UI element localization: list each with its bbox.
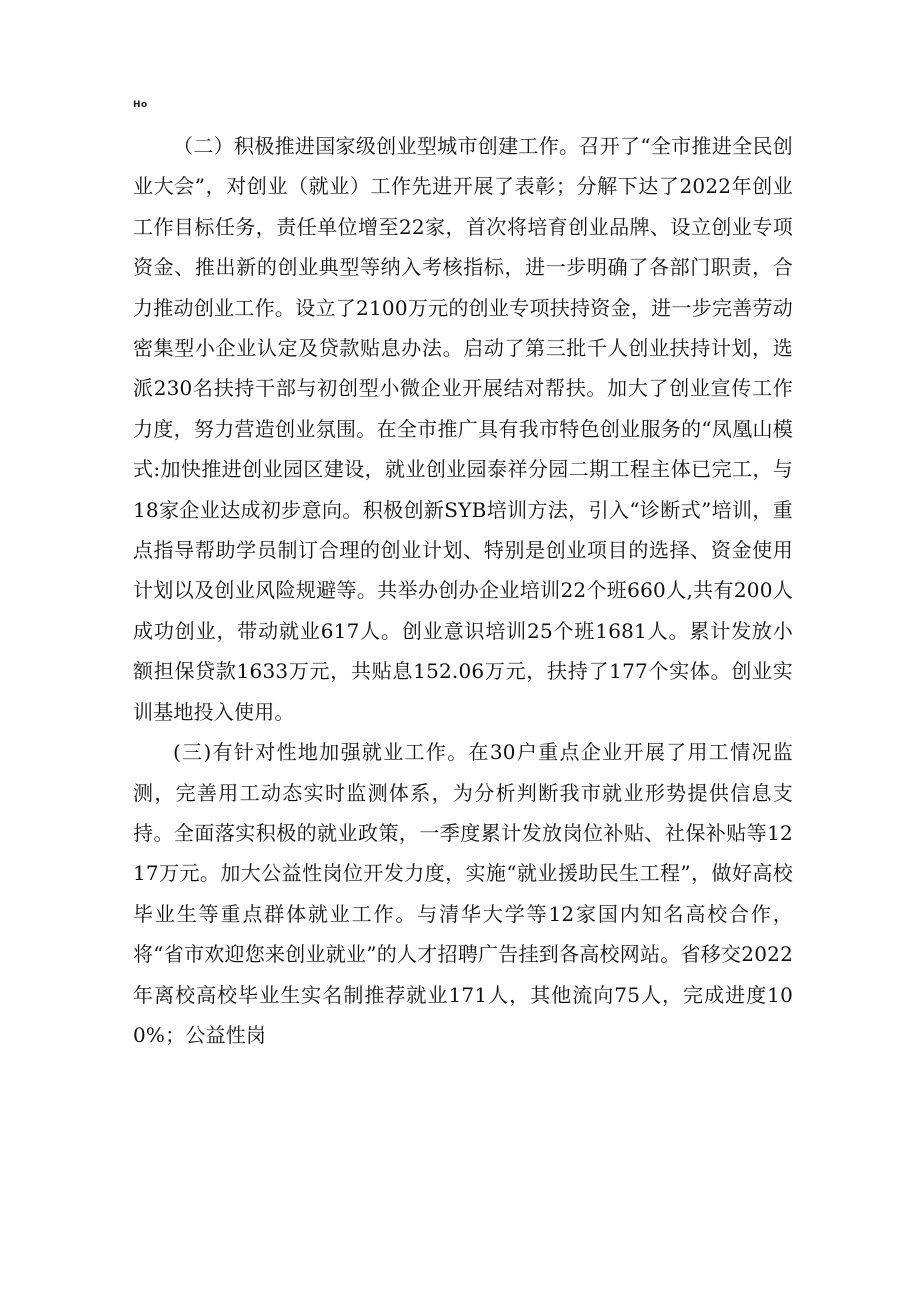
paragraph-entrepreneurship-city: （二）积极推进国家级创业型城市创建工作。召开了“全市推进全民创业大会”，对创业（就业）工作先进开展了表彰；分解下达了2022年创业工作目标任务，责任单位增至22家，首次将培育创业品牌、设立创业专项资金、推出新的创业典型等纳入考核指标，进一步明确了各部门职责，合力推动创业工作。设立了2100万元的创业专项扶持资金，进一步完善劳动密集型小企业认定及贷款贴息办法。启动了第三批千人创业扶持计划，选派230名扶持干部与初创型小微企业开展结对帮扶。加大了创业宣传工作力度，努力营造创业氛围。在全市推广具有我市特色创业服务的“凤凰山模式:加快推进创业园区建设，就业创业园泰祥分园二期工程主体已完工，与18家企业达成初步意向。积极创新SYB培训方法，引入“诊断式”培训，重点指导帮助学员制订合理的创业计划、特别是创业项目的选择、资金使用计划以及创业风险规避等。共举办创办企业培训22个班660人,共有200人成功创业，带动就业617人。创业意识培训25个班1681人。累计发放小额担保贷款1633万元，共贴息152.06万元，扶持了177个实体。创业实训基地投入使用。 (133, 134, 793, 724)
paragraph-employment-work: (三)有针对性地加强就业工作。在30户重点企业开展了用工情况监测，完善用工动态实时监测体系，为分析判断我市就业形势提供信息支持。全面落实积极的就业政策，一季度累计发放岗位补贴、社保补贴等1217万元。加大公益性岗位开发力度，实施“就业援助民生工程”，做好高校毕业生等重点群体就业工作。与清华大学等12家国内知名高校合作，将“省市欢迎您来创业就业”的人才招聘广告挂到各高校网站。省移交2022年离校高校毕业生实名制推荐就业171人，其他流向75人，完成进度100%；公益性岗 (133, 740, 793, 1047)
header-mark: Ho (133, 100, 148, 110)
document-body (133, 126, 793, 1055)
